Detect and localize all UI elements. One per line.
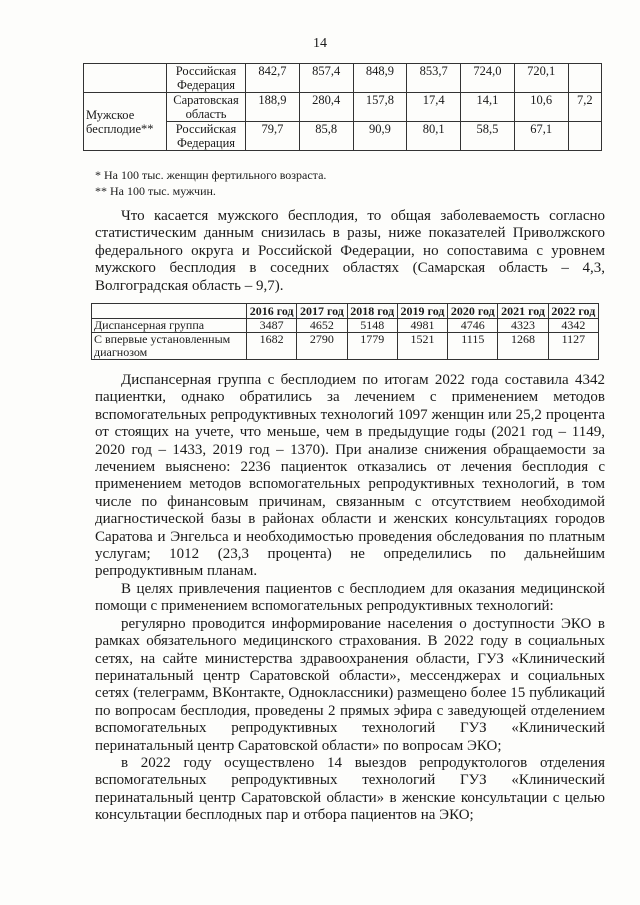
paragraph-dispensary: Диспансерная группа с бесплодием по итогам 2022 года составила 4342 пациентки, однако обратились за лечением с применением методов вспомогательных репродуктивных технологий 1097 женщин или 25,2 процента от стоящих на учете, что меньше, чем в предыдущие годы (2021 год – 1149, 2020 год – 1433, 2019 год – 1370). При анализе снижения обращаемости за лечением выяснено: 2236 пациенток отказались от лечения бесплодия с применением методов вспомогательных репродуктивных технологий, в том числе по финансовым причинам, связанным с отсутствием необходимой диагностической базы в районах области и женских консультациях городов Саратова и Энгельса и необходимостью проведения обследования по платным услугам; 1012 (23,3 процента) не определились по дальнейшим репродуктивным планам. [95, 372, 605, 580]
table-row [84, 64, 602, 93]
value-cell: 80,1 [407, 122, 461, 151]
value-cell: 4746 [448, 319, 498, 333]
table-row [92, 333, 599, 360]
value-cell: 842,7 [246, 64, 300, 93]
paragraph-male-infertility [95, 208, 605, 295]
value-cell: 853,7 [407, 64, 461, 93]
page-number: 14 [313, 36, 327, 51]
value-cell: 90,9 [353, 122, 407, 151]
value-cell: 4981 [397, 319, 447, 333]
value-cell [568, 122, 602, 151]
value-cell: 14,1 [461, 93, 515, 122]
value-cell: 10,6 [514, 93, 568, 122]
value-cell: 848,9 [353, 64, 407, 93]
footnote-women: * На 100 тыс. женщин фертильного возраста. [95, 168, 327, 182]
column-header: 2020 год [448, 304, 498, 319]
value-cell: 1115 [448, 333, 498, 360]
value-cell: 4323 [498, 319, 548, 333]
value-cell: 67,1 [514, 122, 568, 151]
table-dispensary-group [91, 303, 599, 360]
value-cell: 1127 [548, 333, 598, 360]
value-cell: 3487 [247, 319, 297, 333]
value-cell: 7,2 [568, 93, 602, 122]
value-cell: 2790 [297, 333, 347, 360]
value-cell: 1682 [247, 333, 297, 360]
region-cell: Российская Федерация [167, 64, 246, 93]
region-cell: Саратовская область [167, 93, 246, 122]
column-header: 2016 год [247, 304, 297, 319]
column-header: 2018 год [347, 304, 397, 319]
value-cell: 58,5 [461, 122, 515, 151]
value-cell: 720,1 [514, 64, 568, 93]
column-header: 2022 год [548, 304, 598, 319]
region-cell: Российская Федерация [167, 122, 246, 151]
value-cell: 17,4 [407, 93, 461, 122]
value-cell: 857,4 [299, 64, 353, 93]
value-cell: 280,4 [299, 93, 353, 122]
row-label: С впервые установленным диагнозом [92, 333, 247, 360]
value-cell: 188,9 [246, 93, 300, 122]
value-cell: 1779 [347, 333, 397, 360]
value-cell [568, 64, 602, 93]
value-cell: 4652 [297, 319, 347, 333]
body-text [95, 372, 605, 825]
value-cell: 1521 [397, 333, 447, 360]
column-header: 2021 год [498, 304, 548, 319]
column-header: 2019 год [397, 304, 447, 319]
value-cell: 85,8 [299, 122, 353, 151]
row-label: Диспансерная группа [92, 319, 247, 333]
category-cell: Мужское бесплодие** [84, 93, 167, 151]
paragraph-text: Что касается мужского бесплодия, то общая заболеваемость согласно статистическим данным снизилась в разы, ниже показателей Приволжского федерального округа и Российской Федерации, но сопоставима с уровнем мужского бесплодия в соседних областях (Самарская область – 4,3, Волгоградская область – 9,7). [95, 208, 605, 294]
column-header: 2017 год [297, 304, 347, 319]
value-cell: 5148 [347, 319, 397, 333]
table-header-row [92, 304, 599, 319]
column-header [92, 304, 247, 319]
paragraph-goals: В целях привлечения пациентов с бесплодием для оказания медицинской помощи с применением вспомогательных репродуктивных технологий: [95, 580, 605, 615]
table-row [84, 93, 602, 122]
table-row [92, 319, 599, 333]
value-cell: 79,7 [246, 122, 300, 151]
category-cell [84, 64, 167, 93]
value-cell: 724,0 [461, 64, 515, 93]
paragraph-visits: в 2022 году осуществлено 14 выездов репродуктологов отделения вспомогательных репродуктивных технологий ГУЗ «Клинический перинатальный центр Саратовской области» в женские консультации с целью консультации бесплодных пар и отбора пациентов на ЭКО; [95, 754, 605, 824]
footnote-men: ** На 100 тыс. мужчин. [95, 184, 216, 198]
value-cell: 4342 [548, 319, 598, 333]
table-infertility-rates [83, 63, 602, 151]
paragraph-informing: регулярно проводится информирование населения о доступности ЭКО в рамках обязательного медицинского страхования. В 2022 году в социальных сетях, на сайте министерства здравоохранения области, ГУЗ «Клинический перинатальный центр Саратовской области», мессенджерах и социальных сетях (телеграмм, ВКонтакте, Одноклассники) размещено более 15 публикаций по вопросам бесплодия, проведены 2 прямых эфира с заведующей отделением вспомогательных репродуктивных технологий ГУЗ «Клинический перинатальный центр Саратовской области» по вопросам ЭКО; [95, 615, 605, 754]
value-cell: 157,8 [353, 93, 407, 122]
value-cell: 1268 [498, 333, 548, 360]
